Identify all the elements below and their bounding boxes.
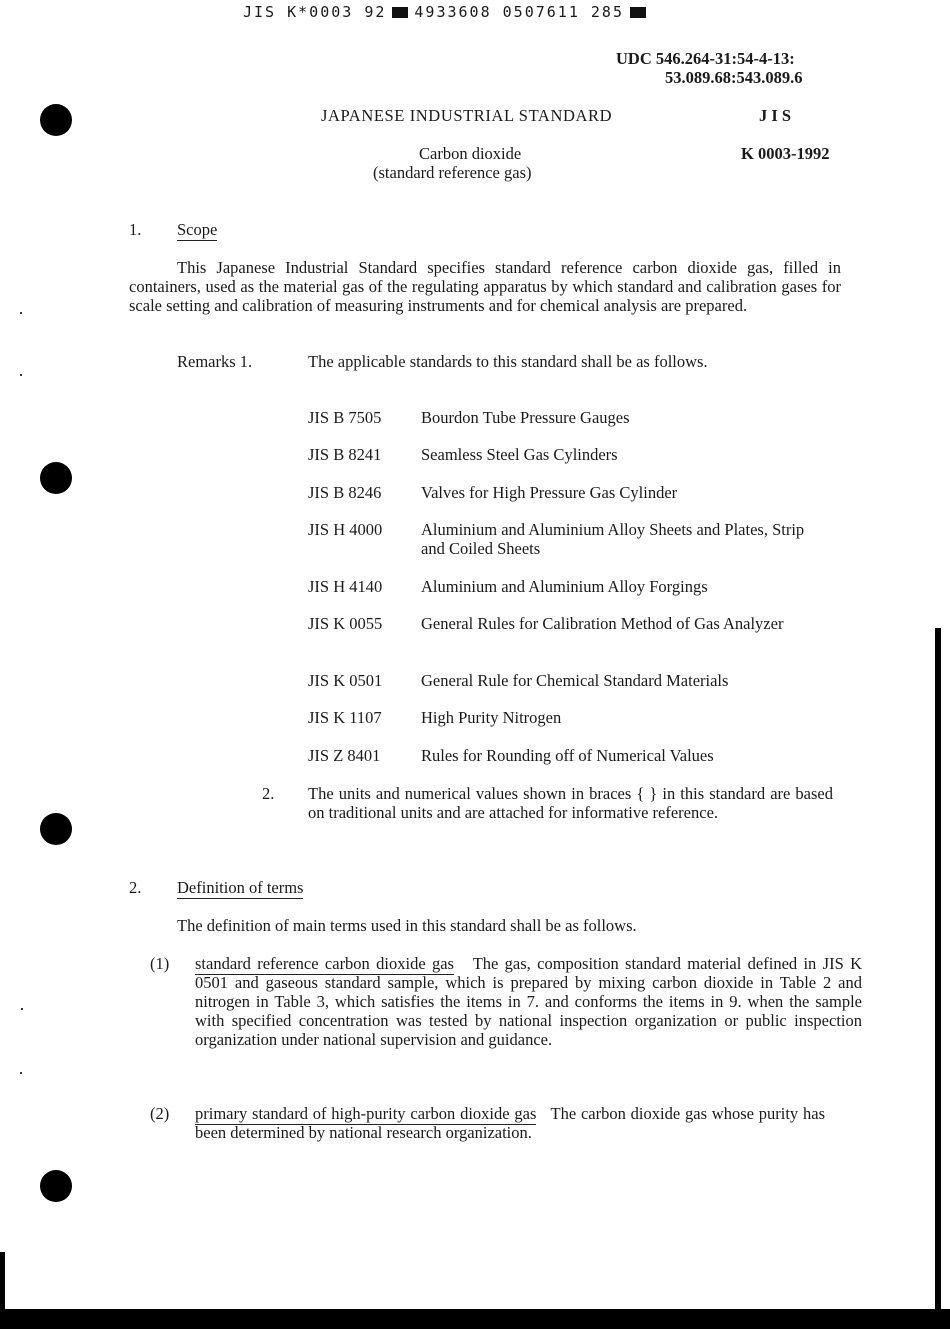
standard-code: JIS K 1107: [308, 708, 382, 727]
remark-2-number: 2.: [262, 784, 275, 803]
term-definition: The gas, composition standard material defined in JIS K 0501 and gaseous standard sample, which is prepared by mixing carbon dioxide in Table 2 and nitrogen in Table 3, which satisfies the items in 7. and conforms the items in 9. when the sample with specified concentration was tested by national inspection organization or public inspection organization under national supervision and guidance.: [195, 954, 862, 1049]
standard-code: JIS H 4140: [308, 577, 383, 596]
standard-title: High Purity Nitrogen: [421, 708, 562, 727]
redaction-block: [630, 7, 646, 18]
standard-title: Seamless Steel Gas Cylinders: [421, 445, 618, 464]
remarks-label: Remarks 1.: [177, 352, 253, 371]
standard-title: Bourdon Tube Pressure Gauges: [421, 408, 630, 427]
term-definition: The carbon dioxide gas whose purity has been determined by national research organization.: [195, 1104, 825, 1142]
code-prefix: JIS K*0003 92: [243, 3, 387, 21]
standard-code: JIS Z 8401: [308, 746, 381, 765]
term-name: primary standard of high-purity carbon dioxide gas: [195, 1104, 537, 1123]
standard-code: JIS B 7505: [308, 408, 382, 427]
redaction-block: [392, 7, 408, 18]
term-definition-block: [195, 954, 862, 1049]
term-name: standard reference carbon dioxide gas: [195, 954, 454, 973]
remark-1-text: The applicable standards to this standard shall be as follows.: [308, 352, 708, 371]
standard-number: K 0003-1992: [741, 144, 830, 163]
section-1-number: 1.: [129, 220, 142, 239]
scan-speck: [20, 374, 22, 376]
scan-edge-right: [935, 628, 941, 1318]
punch-hole: [40, 1170, 72, 1202]
scope-paragraph: This Japanese Industrial Standard specifies standard reference carbon dioxide gas, filled in containers, used as the material gas of the regulating apparatus by which standard and calibration gases for scale setting and calibration of measuring instruments and for chemical analysis are prepared.: [129, 258, 841, 315]
scan-speck: [21, 1008, 23, 1010]
standard-code: JIS B 8246: [308, 483, 382, 502]
scan-speck: [20, 1072, 22, 1074]
section-2-heading: [177, 878, 303, 897]
standard-subtitle: (standard reference gas): [373, 163, 532, 182]
standard-title: Aluminium and Aluminium Alloy Sheets and Plates, Strip and Coiled Sheets: [421, 520, 805, 558]
term-number: (2): [150, 1104, 170, 1123]
term-number: (1): [150, 954, 170, 973]
standard-code: JIS B 8241: [308, 445, 382, 464]
document-code-line: [243, 3, 652, 22]
udc-line-2: 53.089.68:543.089.6: [665, 68, 803, 87]
standard-title: General Rules for Calibration Method of Gas Analyzer: [421, 614, 784, 633]
standard-code: JIS H 4000: [308, 520, 383, 539]
section-2-number: 2.: [129, 878, 142, 897]
code-suffix: 4933608 0507611 285: [414, 3, 624, 21]
section-2-heading-text: Definition of terms: [177, 878, 304, 897]
standard-title: Carbon dioxide: [419, 144, 522, 163]
section-1-heading: [177, 220, 217, 239]
definitions-intro: The definition of main terms used in this standard shall be as follows.: [177, 916, 637, 935]
scan-edge-bottom: [0, 1309, 950, 1329]
standard-title: General Rule for Chemical Standard Materials: [421, 671, 729, 690]
punch-hole: [40, 813, 72, 845]
standard-title: Aluminium and Aluminium Alloy Forgings: [421, 577, 708, 596]
jis-mark: J I S: [759, 106, 792, 125]
remark-2-text: The units and numerical values shown in braces { } in this standard are based on traditional units and are attached for informative reference.: [308, 784, 833, 822]
standard-code: JIS K 0501: [308, 671, 383, 690]
punch-hole: [40, 104, 72, 136]
scan-speck: [20, 312, 22, 314]
standard-title: Valves for High Pressure Gas Cylinder: [421, 483, 678, 502]
udc-line-1: UDC 546.264-31:54-4-13:: [616, 49, 795, 68]
standard-code: JIS K 0055: [308, 614, 383, 633]
standard-title: Rules for Rounding off of Numerical Values: [421, 746, 714, 765]
org-title: JAPANESE INDUSTRIAL STANDARD: [321, 106, 613, 125]
term-definition-block: [195, 1104, 825, 1142]
punch-hole: [40, 462, 72, 494]
section-1-heading-text: Scope: [177, 220, 218, 239]
